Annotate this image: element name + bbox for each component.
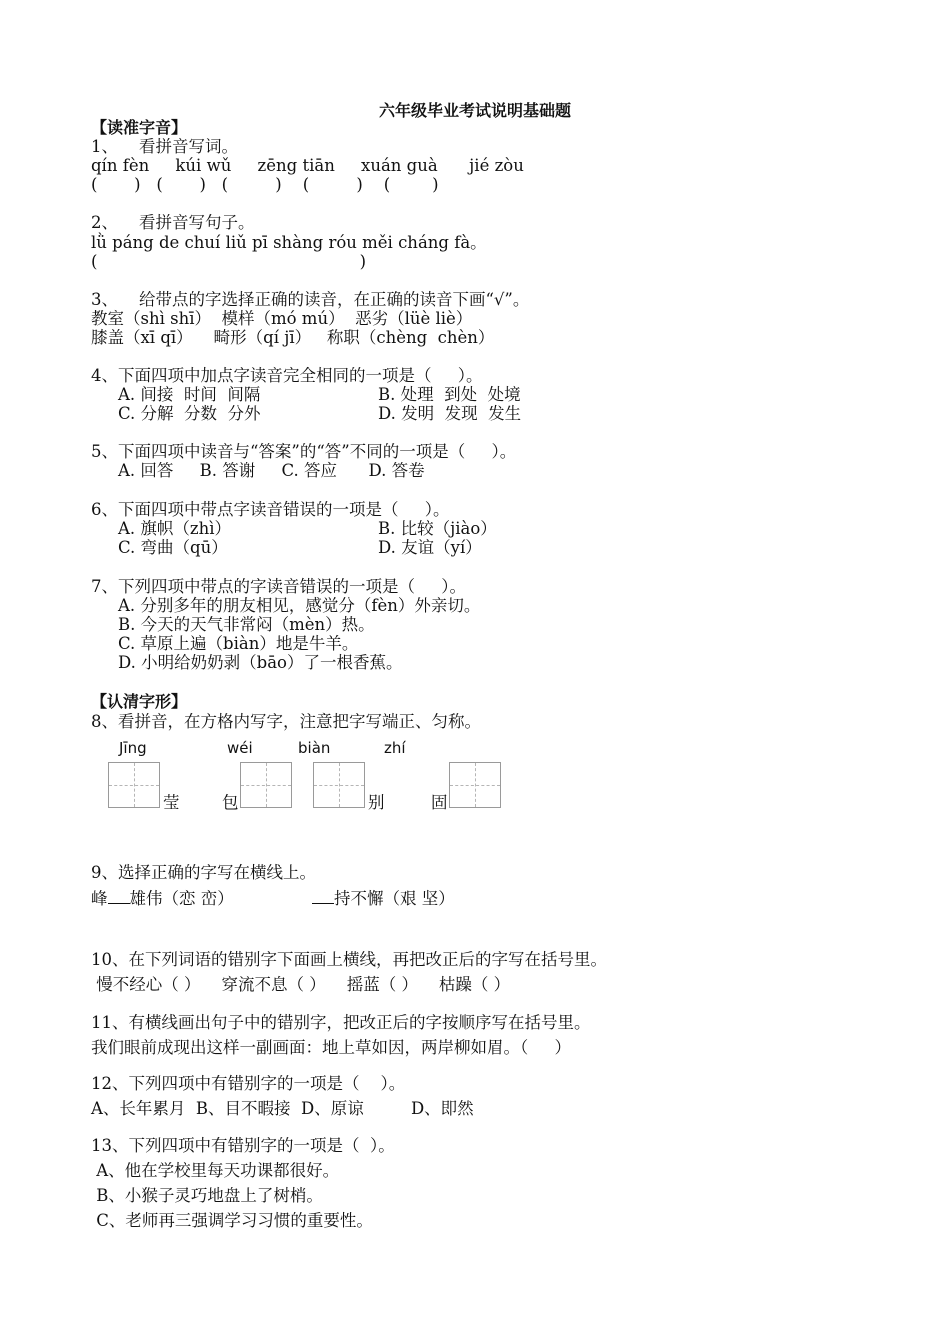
question-7: 7、下列四项中带点的字读音错误的一项是（ ）。 xyxy=(91,577,466,596)
question-3: 3、 给带点的字选择正确的读音，在正确的读音下画“√”。 xyxy=(91,290,530,309)
q9-blank-2[interactable] xyxy=(312,888,334,904)
writing-grid-box-3[interactable] xyxy=(313,762,365,808)
q8-char-2: 包 xyxy=(222,793,239,812)
q3-line-2: 膝盖（xī qī） 畸形（qí jī） 称职（chèng chèn） xyxy=(91,328,495,347)
q8-char-4: 固 xyxy=(431,793,448,812)
q7-option-d: D. 小明给奶奶剥（bāo）了一根香蕉。 xyxy=(118,653,403,672)
q8-char-3: 别 xyxy=(368,793,385,812)
q6-option-b: B. 比较（jiào） xyxy=(378,519,497,538)
q9-line-2 xyxy=(312,888,455,908)
q8-pinyin-4: zhí xyxy=(384,739,406,757)
question-5: 5、下面四项中读音与“答案”的“答”不同的一项是（ ）。 xyxy=(91,442,517,461)
question-10: 10、在下列词语的错别字下面画上横线，再把改正后的字写在括号里。 xyxy=(91,950,607,969)
section-header-pronunciation: 【读准字音】 xyxy=(91,118,188,137)
q8-pinyin-3: biàn xyxy=(298,739,331,757)
question-1: 1、 看拼音写词。 xyxy=(91,137,238,156)
page-title: 六年级毕业考试说明基础题 xyxy=(378,101,571,120)
q4-option-b: B. 处理 到处 处境 xyxy=(378,385,521,404)
question-12: 12、下列四项中有错别字的一项是（ ）。 xyxy=(91,1074,406,1093)
writing-grid-box-2[interactable] xyxy=(240,762,292,808)
writing-grid-box-1[interactable] xyxy=(108,762,160,808)
q6-option-d: D. 友谊（yí） xyxy=(378,538,482,557)
q1-answer-blanks[interactable]: ( ) ( ) ( ) ( ) ( ) xyxy=(91,175,439,194)
q9-part1: 雄伟（恋 峦） xyxy=(129,889,234,908)
q7-option-c: C. 草原上遍（biàn）地是牛羊。 xyxy=(118,634,359,653)
q12-options: A、长年累月 B、目不暇接 D、原谅 D、即然 xyxy=(91,1099,474,1118)
q1-pinyin: qín fèn kúi wǔ zēng tiān xuán guà jié zòu xyxy=(91,156,524,175)
question-6: 6、下面四项中带点字读音错误的一项是（ ）。 xyxy=(91,500,450,519)
question-11: 11、有横线画出句子中的错别字，把改正后的字按顺序写在括号里。 xyxy=(91,1013,591,1032)
question-8: 8、看拼音，在方格内写字，注意把字写端正、匀称。 xyxy=(91,712,481,731)
q4-option-c: C. 分解 分数 分外 xyxy=(118,404,261,423)
q7-option-b: B. 今天的天气非常闷（mèn）热。 xyxy=(118,615,375,634)
section-header-glyphs: 【认清字形】 xyxy=(91,692,188,711)
q9-blank-1[interactable] xyxy=(108,888,130,904)
q2-answer-blank[interactable]: ( ) xyxy=(91,252,367,271)
q10-items: 慢不经心（ ） 穿流不息（ ） 摇蓝（ ） 枯躁（ ） xyxy=(91,975,511,994)
q6-option-a: A. 旗帜（zhì） xyxy=(118,519,232,538)
question-13: 13、下列四项中有错别字的一项是（ ）。 xyxy=(91,1136,395,1155)
q8-char-1: 莹 xyxy=(163,793,180,812)
q4-option-d: D. 发明 发现 发生 xyxy=(378,404,522,423)
q4-option-a: A. 间接 时间 间隔 xyxy=(118,385,261,404)
q8-pinyin-1: Jīng xyxy=(119,739,147,757)
question-2: 2、 看拼音写句子。 xyxy=(91,213,255,232)
q11-sentence: 我们眼前成现出这样一副画面：地上草如因，两岸柳如眉。（ ） xyxy=(91,1038,571,1057)
q8-pinyin-2: wéi xyxy=(227,739,253,757)
q2-pinyin: lǜ páng de chuí liǔ pī shàng róu měi cháng fà。 xyxy=(91,233,487,252)
q5-options: A. 回答 B. 答谢 C. 答应 D. 答卷 xyxy=(118,461,425,480)
q3-line-1: 教室（shì shī） 模样（mó mú） 恶劣（lüè liè） xyxy=(91,309,473,328)
q9-part2: 持不懈（艰 坚） xyxy=(334,889,455,908)
q7-option-a: A. 分别多年的朋友相见，感觉分（fèn）外亲切。 xyxy=(118,596,481,615)
q6-option-c: C. 弯曲（qū） xyxy=(118,538,228,557)
writing-grid-box-4[interactable] xyxy=(449,762,501,808)
q13-option-a: A、他在学校里每天功课都很好。 xyxy=(91,1161,340,1180)
q9-prefix: 峰 xyxy=(91,889,108,908)
question-9: 9、选择正确的字写在横线上。 xyxy=(91,863,316,882)
q13-option-b: B、小猴子灵巧地盘上了树梢。 xyxy=(91,1186,323,1205)
q13-option-c: C、老师再三强调学习习惯的重要性。 xyxy=(91,1211,373,1230)
question-4: 4、下面四项中加点字读音完全相同的一项是（ ）。 xyxy=(91,366,483,385)
q9-line xyxy=(91,888,234,908)
